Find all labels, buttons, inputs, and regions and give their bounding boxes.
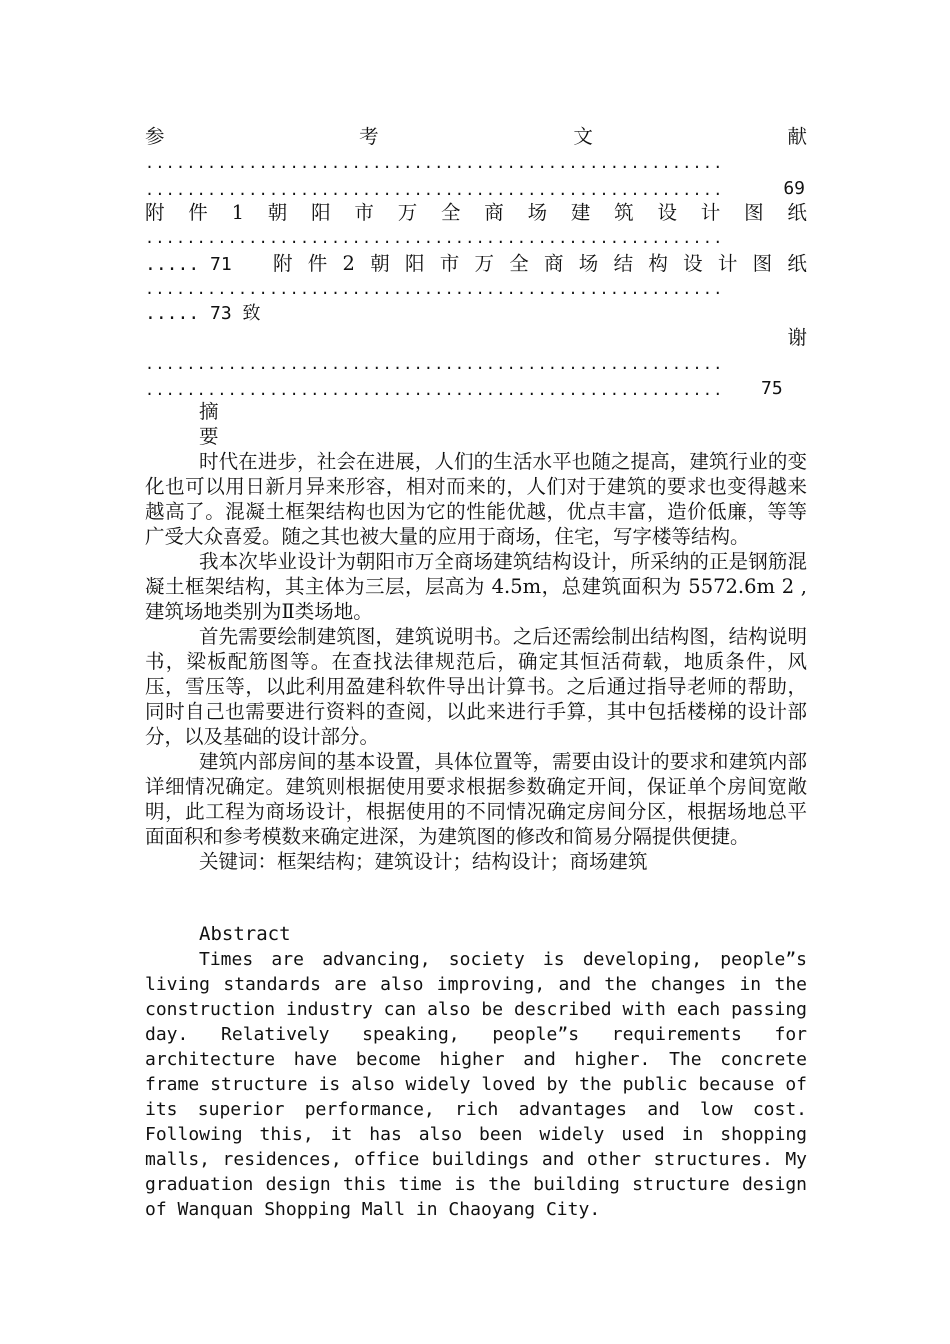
toc-heading-char: 商: [544, 252, 564, 275]
toc-references-page-line: [145, 176, 807, 201]
toc-heading-char: 构: [648, 252, 668, 275]
toc-heading-char: 献: [787, 125, 807, 148]
toc-heading-char: 2: [342, 252, 355, 275]
toc-annex2-heading: [273, 251, 807, 276]
toc-annex2-page: ..... 73 致: [145, 303, 261, 324]
toc-heading-char: 朝: [370, 252, 390, 275]
toc-heading-char: 图: [744, 201, 764, 224]
toc-dot-leader: ........................................................: [145, 181, 724, 199]
toc-heading-char: 筑: [614, 201, 634, 224]
abstract-en-title: Abstract: [199, 923, 291, 945]
toc-annex1-heading: [145, 200, 807, 225]
toc-annex1-page: ..... 71: [145, 254, 232, 275]
toc-heading-char: 设: [657, 201, 677, 224]
toc-references-heading: [145, 124, 807, 149]
toc-heading-char: 件: [307, 252, 328, 275]
toc-heading-char: 1: [231, 201, 245, 224]
abstract-cn-title-1: 摘: [199, 400, 219, 423]
toc-heading-char: 全: [440, 201, 461, 224]
toc-heading-char: 纸: [787, 201, 807, 224]
toc-dot-leader: ........................................................: [145, 229, 724, 247]
toc-heading-char: 朝: [267, 201, 288, 224]
toc-heading-char: 件: [188, 201, 208, 224]
toc-heading-char: 结: [613, 252, 634, 275]
abstract-cn-keywords: 关键词：框架结构；建筑设计；结构设计；商场建筑: [199, 850, 648, 873]
abstract-cn-paragraph: 建筑内部房间的基本设置，具体位置等，需要由设计的要求和建筑内部详细情况确定。建筑则根据使用要求根据参数确定开间，保证单个房间宽敞明，此工程为商场设计，根据使用的不同情况确定房间分区，根据场地总平面面积和参考模数来确定进深，为建筑图的修改和简易分隔提供便捷。: [145, 750, 807, 848]
toc-thanks-heading: 谢: [787, 326, 807, 349]
abstract-cn-paragraph: 首先需要绘制建筑图，建筑说明书。之后还需绘制出结构图，结构说明书，梁板配筋图等。在查找法律规范后，确定其恒活荷载，地质条件，风压，雪压等，以此利用盈建科软件导出计算书。之后通过指导老师的帮助，同时自己也需要进行资料的查阅，以此来进行手算，其中包括楼梯的设计部分，以及基础的设计部分。: [145, 625, 807, 748]
toc-heading-char: 纸: [787, 252, 807, 275]
toc-heading-char: 参: [145, 125, 165, 148]
toc-heading-char: 考: [359, 125, 379, 148]
toc-heading-char: 附: [273, 252, 293, 275]
toc-heading-char: 场: [527, 201, 548, 224]
abstract-cn-paragraph: 我本次毕业设计为朝阳市万全商场建筑结构设计，所采纳的正是钢筋混凝土框架结构，其主体为三层，层高为 4.5m，总建筑面积为 5572.6m 2 ,建筑场地类别为Ⅱ类场地。: [145, 550, 807, 623]
toc-annex1-page-line: [145, 251, 807, 276]
toc-dot-leader: ........................................................: [145, 154, 724, 172]
toc-dot-leader: ........................................................: [145, 355, 724, 373]
abstract-cn-body: [145, 449, 807, 874]
abstract-en-paragraph: Times are advancing, society is developing, people”s living standards are also improving, and the changes in the construction industry can also be described with each passing day. Relatively speaking, people”s requirements for architecture have become higher and higher. The concrete frame structure is also widely loved by the public because of its superior performance, rich advantages and low cost. Following this, it has also been widely used in shopping malls, residences, office buildings and other structures. My graduation design this time is the building structure design of Wanquan Shopping Mall in Chaoyang City.: [145, 949, 807, 1220]
toc-thanks-page-line: [145, 376, 807, 401]
toc-heading-char: 文: [573, 125, 593, 148]
toc-heading-char: 万: [474, 252, 495, 275]
toc-heading-char: 万: [397, 201, 418, 224]
toc-heading-char: 市: [439, 252, 460, 275]
toc-thanks-page: 75: [761, 378, 783, 399]
toc-dot-leader: ........................................................: [145, 381, 724, 399]
toc-references-page: 69: [783, 178, 805, 199]
toc-heading-char: 场: [578, 252, 599, 275]
toc-heading-char: 市: [354, 201, 374, 224]
toc-heading-char: 建: [570, 201, 591, 224]
toc-heading-char: 图: [752, 252, 773, 275]
toc-heading-char: 全: [509, 252, 529, 275]
toc-heading-char: 商: [484, 201, 504, 224]
toc-heading-char: 设: [683, 252, 703, 275]
toc-heading-char: 计: [700, 201, 721, 224]
abstract-en-body: [145, 947, 807, 1222]
toc-dot-leader: ........................................................: [145, 280, 724, 298]
toc-annex2-page-line: [145, 300, 807, 325]
abstract-cn-paragraph: 时代在进步，社会在进展，人们的生活水平也随之提高，建筑行业的变化也可以用日新月异来形容，相对而来的，人们对于建筑的要求也变得越来越高了。混凝土框架结构也因为它的性能优越，优点丰富，造价低廉，等等广受大众喜爱。随之其也被大量的应用于商场，住宅，写字楼等结构。: [145, 450, 807, 548]
toc-heading-char: 阳: [404, 252, 425, 275]
toc-heading-char: 计: [717, 252, 738, 275]
abstract-cn-title-2: 要: [199, 425, 219, 448]
toc-heading-char: 附: [145, 201, 165, 224]
toc-heading-char: 阳: [311, 201, 331, 224]
